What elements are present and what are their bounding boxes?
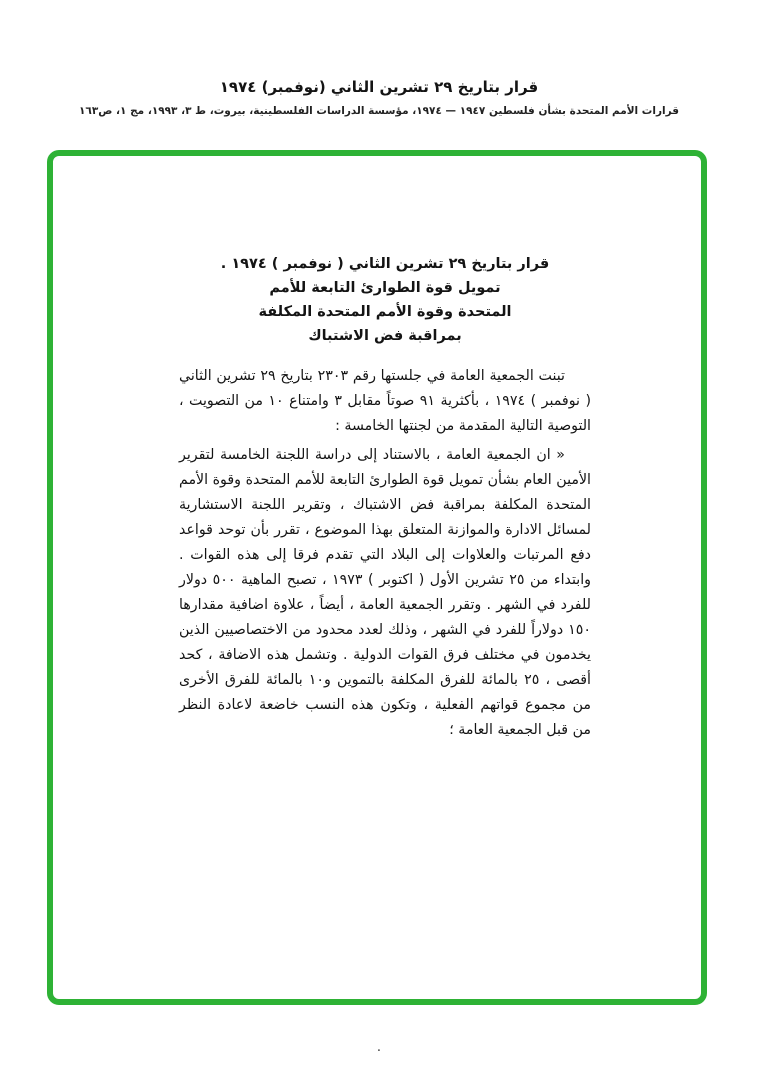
heading-line-1: قرار بتاريخ ٢٩ تشرين الثاني ( نوفمبر ) ١٩٧٤ . xyxy=(220,256,550,272)
document-heading xyxy=(179,252,591,348)
document-frame xyxy=(47,150,707,1005)
document-content xyxy=(179,252,591,747)
source-citation: قرارات الأمم المتحدة بشأن فلسطين ١٩٤٧ — ١٩٧٤، مؤسسة الدراسات الفلسطينية، بيروت، ط ٣، ١٩٩٣، مج ١، ص١٦٣ xyxy=(79,105,679,117)
heading-line-4: بمراقبة فض الاشتباك xyxy=(308,328,462,344)
heading-line-3: المتحدة وقوة الأمم المتحدة المكلفة xyxy=(258,304,512,320)
paragraph-intro: تبنت الجمعية العامة في جلستها رقم ٢٣٠٣ بتاريخ ٢٩ تشرين الثاني ( نوفمبر ) ١٩٧٤ ، بأكثرية ٩١ صوتاً مقابل ٣ وامتناع ١٠ من التصويت ، التوصية التالية المقدمة من لجنتها الخامسة : xyxy=(179,368,591,434)
paragraph-resolution: « ان الجمعية العامة ، بالاستناد إلى دراسة اللجنة الخامسة لتقرير الأمين العام بشأن تمويل قوة الطوارئ التابعة للأمم المتحدة وقوة الأمم المتحدة المكلفة بمراقبة فض الاشتباك ، وتقرير اللجنة الاستشارية لمسائل الادارة والموازنة المتعلق بهذا الموضوع ، تقرر بأن توحد قواعد دفع المرتبات والعلاوات إلى البلاد التي تقدم فرقا إلى هذه القوات . وابتداء من ٢٥ تشرين الأول ( اكتوبر ) ١٩٧٣ ، تصبح الماهية ٥٠٠ دولار للفرد في الشهر . وتقرر الجمعية العامة ، أيضاً ، علاوة اضافية مقدارها ١٥٠ دولاراً للفرد في الشهر ، وذلك لعدد محدود من الاختصاصيين الذين يخدمون في مختلف فرق القوات الدولية . وتشمل هذه الاضافة ، كحد أقصى ، ٢٥ بالمائة للفرق المكلفة بالتموين و١٠ بالمائة للفرق الأخرى من مجموع قواتهم الفعلية ، وتكون هذه النسب خاضعة لاعادة النظر من قبل الجمعية العامة ؛ xyxy=(179,447,591,738)
footer-mark: . xyxy=(376,1040,382,1055)
page-title: قرار بتاريخ ٢٩ تشرين الثاني (نوفمبر) ١٩٧٤ xyxy=(219,78,539,96)
heading-line-2: تمويل قوة الطوارئ التابعة للأمم xyxy=(269,280,501,296)
